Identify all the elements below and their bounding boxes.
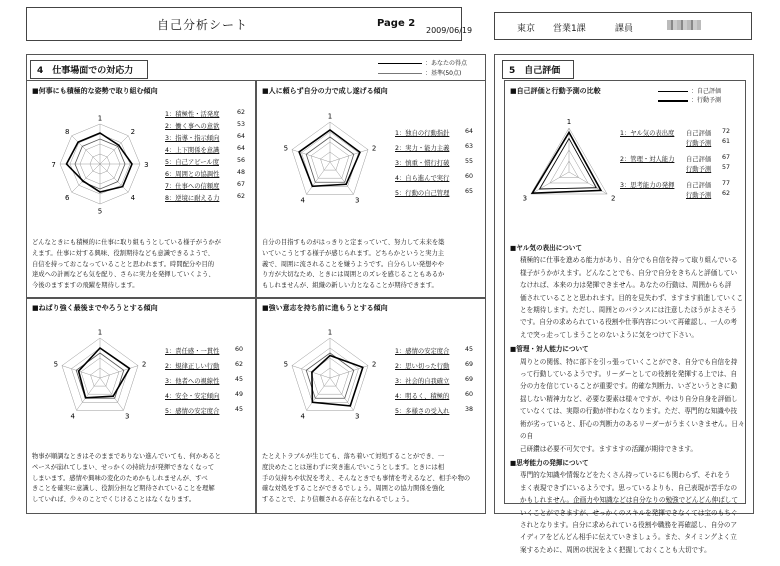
chart3-item: 5：感情の安定度合 45 bbox=[165, 406, 244, 415]
chart4-comment: たとえトラブルが生じても、落ち着いて対処することができ、一 度決めたことは迷わずに突き進んでいこうとします。ときには相 手の気持ちや状況を考え、そんなときでも事情を考えるなど、相手や物の 確な対処をすることができるでしょう。周囲との協力関係を強化 することで、より信頼される存在となれるでしょう。 bbox=[262, 453, 471, 504]
redacted-name bbox=[667, 20, 701, 30]
radar-axis-label: 5 bbox=[283, 360, 289, 369]
section5-title: 5 自己評価 bbox=[502, 60, 574, 79]
radar-axis-label: 4 bbox=[70, 412, 75, 421]
radar-axis-label: 3 bbox=[144, 161, 149, 169]
chart1-title: ■何事にも積極的な姿勢で取り組む傾向 bbox=[32, 87, 158, 95]
radar-pred-polygon bbox=[539, 138, 596, 189]
legend-pred-text: ：行動予測 bbox=[691, 97, 722, 104]
radar-axis-label: 1 bbox=[97, 114, 103, 123]
radar-axis-label: 4 bbox=[130, 193, 136, 202]
chart4-items bbox=[395, 346, 481, 421]
chart4-item: 5：多様さの受入れ 38 bbox=[395, 406, 474, 415]
chart2-comment: 自分の目指すものがはっきりと定まっていて、努力して未来を築 いていこうとする様子が感じられます。どちらかというと実力主 義で、周囲に流されることを嫌うようです。自分らしい発想やや り方が大切なため、ときには周囲とのズレを感じることもあるか もしれませんが、組織の新しい力となることが期待できます。 bbox=[262, 239, 445, 290]
legend-self bbox=[658, 86, 721, 95]
location-label: 東京 bbox=[517, 24, 536, 34]
legend-base-text: ：基準(50点) bbox=[425, 70, 462, 77]
radar-spoke bbox=[292, 150, 330, 162]
chart1-item: 1：積極性・活発度 62 bbox=[165, 109, 246, 118]
chart1-item: 8：逆境に耐える力 62 bbox=[165, 193, 246, 202]
chart5-item: 2：管理・対人能力 自己評価 67 bbox=[620, 154, 731, 163]
legend-self-text: ：自己評価 bbox=[691, 88, 722, 95]
eval-block-1: ■ヤル気の表出について 積極的に仕事を進める能力があり、自分でも自信を持って取り組んでいる 様子がうかがえます。どんなことでも、自分で自分をきちんと評価してい なければ、本来の力は発揮できません。あなたの行動は、周囲からも評 価されていることと思われます。目的を見失わず、ますます前進していくこ とを期待します。ただし、周囲とのバランスには注意したほうがよさそう です。自分の求められている役割や仕事内容について再確認し、一人の考 えで突っ走ってしまうことのないように気をつけて下さい。 bbox=[510, 244, 744, 339]
sheet-title-box bbox=[26, 7, 462, 41]
chart2-item: 3：慎重・慣行打破 55 bbox=[395, 158, 474, 167]
radar-axis-label: 1 bbox=[97, 328, 103, 337]
chart3-items bbox=[165, 346, 251, 421]
chart3-comment: 物事が順調なときはそのままでありない進んでいても、何かあると ペースが崩れてしまい、せっかくの持続力が発揮できなくなって しまいます。感情や興味の変化のためかもしれませんが、すべ きことを確実に意識し、役割分担など期待されていることを理解 していれば、少々のことでくじけることはなくなります。 bbox=[32, 453, 221, 504]
radar-axis-label: 3 bbox=[355, 412, 360, 421]
employee-info-box bbox=[494, 12, 752, 40]
radar-axis-label: 2 bbox=[141, 360, 147, 369]
chart4-item: 3：社会的自我確立 69 bbox=[395, 376, 474, 385]
radar-chart-5 bbox=[522, 110, 616, 218]
legend-own bbox=[378, 58, 467, 67]
legend-self-line bbox=[658, 91, 688, 92]
chart3-item: 2：規律正しい行動 62 bbox=[165, 361, 244, 370]
radar-score-polygon bbox=[299, 130, 360, 186]
radar-axis-label: 1 bbox=[327, 112, 333, 121]
radar-axis-label: 8 bbox=[64, 128, 70, 137]
radar-chart-1 bbox=[52, 106, 152, 220]
chart5-items bbox=[620, 128, 748, 200]
chart4-item: 4：明るく、積極的 60 bbox=[395, 391, 474, 400]
legend-pred-line bbox=[658, 100, 688, 102]
eval-block-2: ■管理・対人能力について 周りとの関係、特に部下を引っ張っていくことができ、自分でも自信を持 って行動しているようです。リーダーとしての役割を発揮する上では、自 分の力を信じていることが重要です。的確な判断力、いざというときに動 揺しない精神力など、必要な要素は様々ですが、やはり自分自身を評価し ていなくては、実際の行動が伴わなくなります。ただ、専門的な知識や技 術が劣っていると、肝心の判断力のあるリーダーがうまくいきません。日々の自 己研鑽は必要不可欠です。ますますの活躍が期待できます。 bbox=[510, 345, 745, 453]
chart1-item: 3：指導・指示傾向 64 bbox=[165, 133, 246, 142]
radar-chart-2 bbox=[282, 108, 382, 212]
page-number: Page 2 bbox=[377, 18, 416, 29]
chart3-title: ■ねばり強く最後までやろうとする傾向 bbox=[32, 304, 158, 312]
legend-pred bbox=[658, 95, 721, 104]
evaluation-text bbox=[510, 242, 748, 556]
chart2-title: ■人に頼らず自分の力で成し遂げる傾向 bbox=[262, 87, 388, 95]
radar-axis-label: 2 bbox=[130, 128, 136, 137]
radar-axis-label: 5 bbox=[283, 144, 289, 153]
radar-axis-label: 3 bbox=[522, 194, 528, 203]
chart1-item: 7：仕事への信頼度 67 bbox=[165, 181, 246, 190]
chart3-item: 4：安全・安定傾向 49 bbox=[165, 391, 244, 400]
radar-axis-label: 5 bbox=[97, 207, 103, 216]
legend-base-line bbox=[378, 73, 422, 74]
chart1-item: 6：周囲との協調性 48 bbox=[165, 169, 246, 178]
chart1-item: 2：働く事への意欲 53 bbox=[165, 121, 246, 130]
chart4-title: ■強い意志を持ち前に進もうとする傾向 bbox=[262, 304, 388, 312]
chart5-title: ■自己評価と行動予測の比較 bbox=[510, 87, 601, 95]
legend-base bbox=[378, 68, 461, 77]
chart1-item: 5：自己アピール度 56 bbox=[165, 157, 246, 166]
radar-axis-label: 4 bbox=[300, 196, 305, 205]
chart5-item: 行動予測 61 bbox=[686, 138, 731, 147]
radar-axis-label: 2 bbox=[610, 194, 616, 203]
radar-axis-label: 4 bbox=[300, 412, 305, 421]
radar-axis-label: 6 bbox=[64, 193, 70, 202]
radar-axis-label: 2 bbox=[371, 144, 377, 153]
radar-spoke bbox=[330, 150, 368, 162]
position-label: 課員 bbox=[615, 24, 634, 34]
legend-own-text: ：あなたの得点 bbox=[425, 60, 468, 67]
chart5-item: 3：思考能力の発揮 自己評価 77 bbox=[620, 180, 731, 189]
department-label: 営業1課 bbox=[553, 24, 586, 34]
chart2-items bbox=[395, 128, 481, 203]
sheet-title: 自己分析シート bbox=[157, 18, 249, 32]
legend-own-line bbox=[378, 63, 422, 64]
chart4-item: 1：感情の安定度合 45 bbox=[395, 346, 474, 355]
radar-axis-label: 7 bbox=[51, 161, 56, 169]
chart2-item: 1：独自の行動指針 64 bbox=[395, 128, 474, 137]
radar-axis-label: 2 bbox=[371, 360, 377, 369]
chart1-item: 4：上下関係を意識 64 bbox=[165, 145, 246, 154]
radar-axis-label: 3 bbox=[355, 196, 360, 205]
chart2-item: 5：行動の自己管理 65 bbox=[395, 188, 474, 197]
radar-chart-3 bbox=[52, 322, 152, 428]
chart5-item: 1：ヤル気の表出度 自己評価 72 bbox=[620, 128, 731, 137]
chart2-item: 4：自ら進んで実行 60 bbox=[395, 173, 474, 182]
eval-block-3: ■思考能力の発揮について 専門的な知識や情報などをたくさん持っているにも関わらず、それをう まく表現できずにいるようです。思っているよりも、自己表現が苦手なの かもしれません。企画力や知識などは自分なりの勉強でどんどん伸ばして いくことができますが、せっかくのスキルを発揮できなくては宝のもちぐ されとなります。自分に求められている役割や職務を再確認し、自分のア イディアをどんどん相手に伝えていきましょう。また、タイミングよく立 案するために、周囲の状況をよく把握しておくことも大切です。 bbox=[510, 458, 738, 554]
radar-axis-label: 1 bbox=[566, 117, 572, 126]
radar-spoke bbox=[292, 366, 330, 378]
chart3-item: 3：他者への視線性 45 bbox=[165, 376, 244, 385]
chart5-item: 行動予測 57 bbox=[686, 164, 731, 173]
chart4-item: 2：思い切った行動 69 bbox=[395, 361, 474, 370]
chart1-comment: どんなときにも積極的に仕事に取り組もうとしている様子がうかが えます。仕事に対する興味、役割期待なども意識できるようで、 自信を持っておこなっていることと思われます。時間配分や目的 達成への計画なども気を配り、さらに実力を発揮していくよう、 今後のますますの飛躍を期待します。 bbox=[32, 239, 221, 290]
radar-axis-label: 3 bbox=[125, 412, 130, 421]
section4-title: 4 仕事場面での対応力 bbox=[30, 60, 148, 79]
radar-chart-4 bbox=[282, 322, 382, 428]
report-date: 2009/06/19 bbox=[426, 26, 473, 35]
chart3-item: 1：責任感・一貫性 60 bbox=[165, 346, 244, 355]
chart2-item: 2：実力・能力主義 63 bbox=[395, 143, 474, 152]
radar-spoke bbox=[100, 366, 138, 378]
radar-axis-label: 1 bbox=[327, 328, 333, 337]
radar-axis-label: 5 bbox=[53, 360, 59, 369]
chart5-item: 行動予測 62 bbox=[686, 190, 731, 199]
chart1-items bbox=[165, 109, 249, 205]
